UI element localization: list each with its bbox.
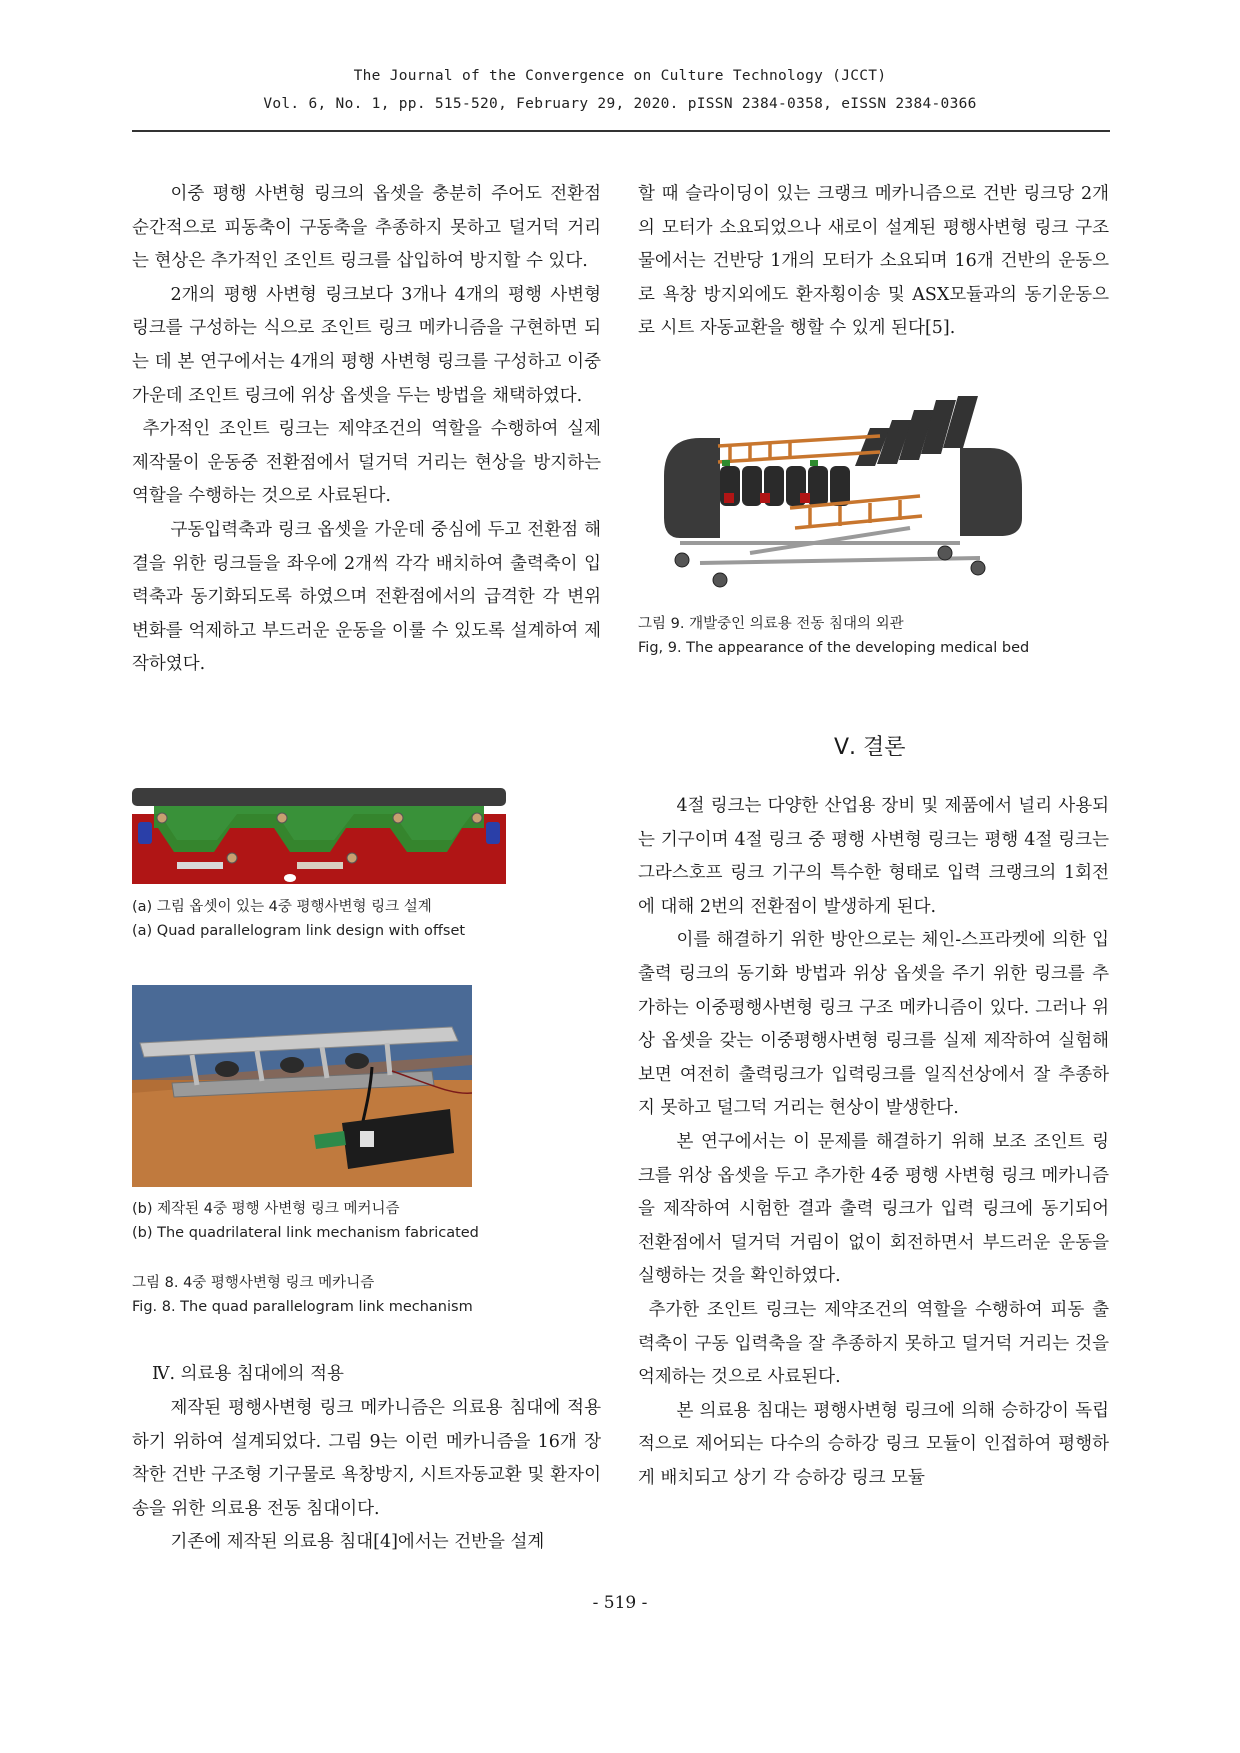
- paragraph: 할 때 슬라이딩이 있는 크랭크 메카니즘으로 건반 링크당 2개의 모터가 소요되었으나 새로이 설계된 평행사변형 링크 구조물에서는 건반당 1개의 모터가 소요되며 16개 건반의 운동으로 욕창 방지외에도 환자횡이송 및 ASX모듈과의 동기운동으로 시트 자동교환을 행할 수 있게 된다[5].: [638, 184, 1109, 339]
- paragraph: 이중 평행 사변형 링크의 옵셋을 충분히 주어도 전환점 순간적으로 피동축이 구동축을 추종하지 못하고 덜거덕 거리는 현상은 추가적인 조인트 링크를 삽입하여 방지할 수 있다.: [132, 184, 601, 272]
- paragraph: 추가적인 조인트 링크는 제약조건의 역할을 수행하여 실제 제작물이 운동중 전환점에서 덜거덕 거리는 현상을 방지하는 역할을 수행하는 것으로 사료된다.: [132, 419, 601, 507]
- fig8a-caption: (a) 그림 옵셋이 있는 4중 평행사변형 링크 설계 (a) Quad parallelogram link design with offset: [132, 899, 466, 939]
- paragraph: 제작된 평행사변형 링크 메카니즘은 의료용 침대에 적용하기 위하여 설계되었다. 그림 9는 이런 메카니즘을 16개 장착한 건반 구조형 기구물로 욕창방지, 시트자동교환 및 환자이송을 위한 의료용 전동 침대이다.: [132, 1398, 601, 1519]
- section-iv-body: [132, 1392, 601, 1560]
- fig9-caption: 그림 9. 개발중인 의료용 전동 침대의 외관 Fig, 9. The appearance of the developing medical bed: [638, 616, 1030, 656]
- section-iv-title: Ⅳ. 의료용 침대에의 적용: [152, 1364, 344, 1384]
- paragraph: 이를 해결하기 위한 방안으로는 체인-스프라켓에 의한 입출력 링크의 동기화 방법과 위상 옵셋을 주기 위한 링크를 추가하는 이중평행사변형 링크 구조 메카니즘이 있다. 그러나 위상 옵셋을 갖는 이중평행사변형 링크를 실제 제작하여 실험해보면 여전히 출력링크가 입력링크를 일직선상에서 잘 추종하지 못하고 덜그덕 거리는 현상이 발생한다.: [638, 930, 1109, 1119]
- paragraph: 본 의료용 침대는 평행사변형 링크에 의해 승하강이 독립적으로 제어되는 다수의 승하강 링크 모듈이 인접하여 평행하게 배치되고 상기 각 승하강 링크 모듈: [638, 1400, 1109, 1488]
- mechanism-photo-figure: [132, 985, 472, 1187]
- slider-rail: [177, 862, 223, 869]
- paragraph: 기존에 제작된 의료용 침대[4]에서는 건반을 설계: [170, 1532, 545, 1553]
- upper-link-plate: [154, 806, 484, 852]
- paragraph: 4절 링크는 다양한 산업용 장비 및 제품에서 널리 사용되는 기구이며 4절 링크 중 평행 사변형 링크는 평행 4절 링크는 그라스호프 링크 기구의 특수한 형태로 입력 크랭크의 1회전에 대해 2번의 전환점이 발생하게 된다.: [638, 796, 1109, 917]
- fig8-caption: 그림 8. 4중 평행사변형 링크 메카니즘 Fig. 8. The quad parallelogram link mechanism: [132, 1275, 473, 1315]
- paragraph: 추가한 조인트 링크는 제약조건의 역할을 수행하여 피동 출력축이 구동 입력축을 잘 추종하지 못하고 덜거덕 거리는 것을 억제하는 것으로 사료된다.: [638, 1299, 1109, 1388]
- volume-info: Vol. 6, No. 1, pp. 515-520, February 29, 2020. pISSN 2384-0358, eISSN 2384-0366: [263, 96, 977, 112]
- fig8b-caption: (b) 제작된 4중 평행 사변형 링크 메커니즘 (b) The quadrilateral link mechanism fabricated: [132, 1201, 479, 1241]
- left-column-body: [132, 178, 601, 682]
- motor-block: [486, 822, 500, 844]
- paragraph: 구동입력축과 링크 옵셋을 가운데 중심에 두고 전환점 해결을 위한 링크들을 좌우에 2개씩 각각 배치하여 출력축이 입력축과 동기화되도록 하였으며 전환점에서의 급격한 각 변위 변화를 억제하고 부드러운 운동을 이룰 수 있도록 설계하여 제작하였다.: [132, 519, 601, 675]
- quad-link-design-figure: [132, 788, 506, 884]
- medical-bed-figure: [660, 388, 1022, 598]
- bed-top-plate: [132, 788, 506, 806]
- paragraph: 본 연구에서는 이 문제를 해결하기 위해 보조 조인트 링크를 위상 옵셋을 두고 추가한 4중 평행 사변형 링크 메카니즘을 제작하여 시험한 결과 출력 링크가 입력 링크에 동기되어 전환점에서 덜거덕 거림이 없이 회전하면서 부드러운 운동을 실행하는 것을 확인하였다.: [638, 1131, 1109, 1287]
- section-v-body: [638, 790, 1109, 1495]
- header-rule: [132, 130, 1110, 132]
- headboard: [664, 438, 720, 538]
- slider-rail: [297, 862, 343, 869]
- hole: [284, 874, 296, 882]
- page-number: - 519 -: [592, 1593, 648, 1613]
- paragraph: 2개의 평행 사변형 링크보다 3개나 4개의 평행 사변형 링크를 구성하는 식으로 조인트 링크 메카니즘을 구현하면 되는 데 본 연구에서는 4개의 평행 사변형 링크를 구성하고 이중 가운데 조인트 링크에 위상 옵셋을 두는 방법을 채택하였다.: [132, 284, 601, 406]
- motor-block: [138, 822, 152, 844]
- section-v-title: Ⅴ. 결론: [834, 735, 906, 760]
- journal-title: The Journal of the Convergence on Culture Technology (JCCT): [353, 68, 887, 84]
- right-column-body: [638, 178, 1109, 346]
- footboard: [960, 448, 1022, 536]
